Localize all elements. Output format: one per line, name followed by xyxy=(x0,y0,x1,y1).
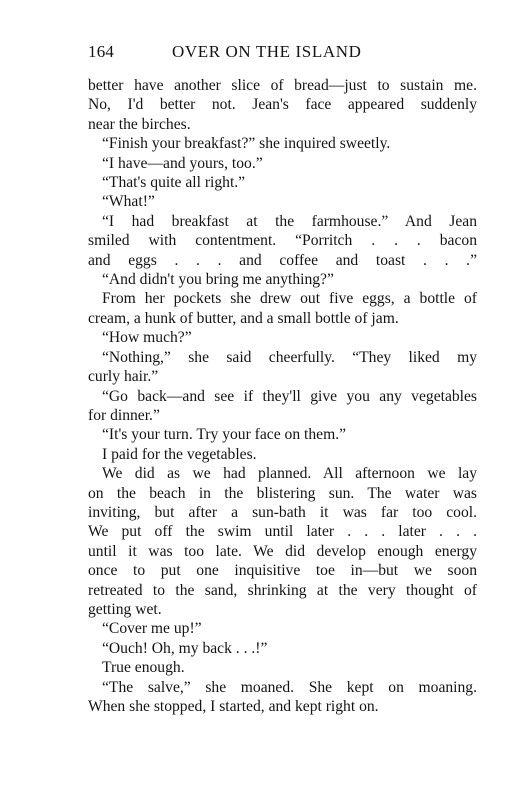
text-line: better have another slice of bread—just to sustain me. xyxy=(88,77,477,94)
text-line: cream, a hunk of butter, and a small bottle of jam. xyxy=(88,309,399,327)
text-line: We did as we had planned. All afternoon we lay xyxy=(102,465,477,483)
body-text xyxy=(88,76,477,716)
text-line: once to put one inquisitive toe in—but we soon xyxy=(88,562,477,580)
text-line: “I had breakfast at the farmhouse.” And Jean xyxy=(102,212,477,230)
text-line: No, I'd better not. Jean's face appeared suddenly xyxy=(88,96,477,114)
page-number: 164 xyxy=(88,42,115,61)
text-line: When she stopped, I started, and kept right on. xyxy=(88,698,379,715)
text-line: “Cover me up!” xyxy=(102,620,202,638)
text-line: “That's quite all right.” xyxy=(102,174,246,192)
text-line: “The salve,” she moaned. She kept on moaning. xyxy=(102,678,477,696)
page-header xyxy=(88,42,477,66)
text-line: near the birches. xyxy=(88,115,191,133)
text-line: From her pockets she drew out five eggs, a bottle of xyxy=(102,290,477,308)
text-line: and eggs . . . and coffee and toast . . .” xyxy=(88,251,477,269)
text-line: True enough. xyxy=(102,659,185,677)
text-line: getting wet. xyxy=(88,600,162,618)
text-line: retreated to the sand, shrinking at the very thought of xyxy=(88,581,477,599)
text-line: curly hair.” xyxy=(88,368,159,386)
text-line: “Finish your breakfast?” she inquired sweetly. xyxy=(102,135,391,153)
text-line: “What!” xyxy=(102,193,155,211)
running-head: OVER ON THE ISLAND xyxy=(172,42,362,61)
text-line: “Nothing,” she said cheerfully. “They liked my xyxy=(102,348,477,366)
text-line: We put off the swim until later . . . later . . . xyxy=(88,523,477,541)
text-line: “Ouch! Oh, my back . . .!” xyxy=(102,639,268,657)
text-line: I paid for the vegetables. xyxy=(102,445,257,463)
text-line: “How much?” xyxy=(102,329,192,347)
text-line: inviting, but after a sun-bath it was far too cool. xyxy=(88,503,477,521)
text-line: “It's your turn. Try your face on them.” xyxy=(102,426,347,444)
text-line: smiled with contentment. “Porritch . . . bacon xyxy=(88,232,477,250)
text-line: on the beach in the blistering sun. The water was xyxy=(88,484,477,502)
text-line: until it was too late. We did develop enough energy xyxy=(88,542,477,560)
text-line: “Go back—and see if they'll give you any vegetables xyxy=(102,387,477,405)
text-line: “I have—and yours, too.” xyxy=(102,154,263,172)
text-line: for dinner.” xyxy=(88,406,160,424)
text-line: “And didn't you bring me anything?” xyxy=(102,271,334,289)
